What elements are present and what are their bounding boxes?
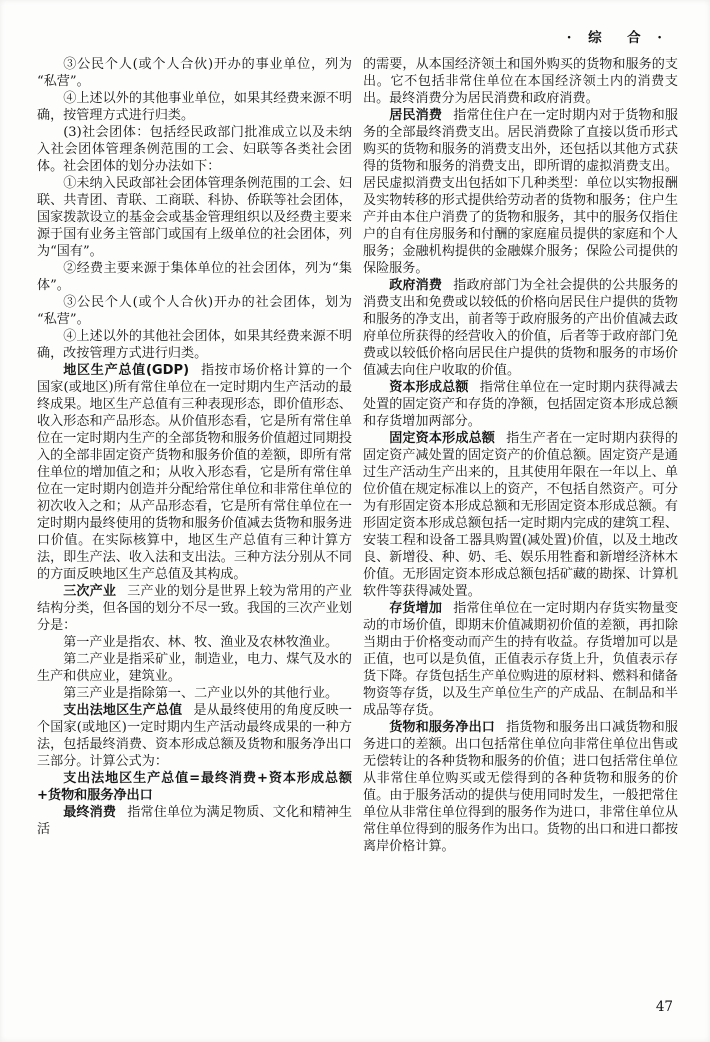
glossary-term-label: 存货增加 — [389, 601, 443, 616]
right-text-column — [363, 56, 678, 855]
glossary-term-label: 最终消费 — [63, 805, 117, 820]
glossary-term-label: 地区生产总值(GDP) — [63, 363, 190, 378]
glossary-entry-paragraph: 支出法地区生产总值 是从最终使用的角度反映一个国家(或地区)一定时期内生产活动最终成果的一种方法，包括最终消费、资本形成总额及货物和服务净出口三部分。计算公式为： — [37, 703, 353, 769]
glossary-entry-paragraph: 资本形成总额 指常住单位在一定时期内获得减去处置的固定资产和存货的净额，包括固定资本形成总额和存货增加两部分。 — [363, 380, 679, 429]
glossary-term-label: 三次产业 — [63, 584, 117, 599]
glossary-entry-paragraph: 三次产业 三产业的划分是世界上较为常用的产业结构分类，但各国的划分不尽一致。我国的三次产业划分是： — [37, 584, 353, 633]
glossary-term-label: 支出法地区生产总值 — [63, 703, 183, 718]
glossary-term-label: 货物和服务净出口 — [389, 720, 496, 735]
glossary-entry-paragraph: 货物和服务净出口 指货物和服务出口减货物和服务进口的差额。出口包括常住单位向非常住单位出售或无偿转让的各种货物和服务的价值；进口包括常住单位从非常住单位购买或无偿得到的各种货物和服务的价值。由于服务活动的提供与使用同时发生，一般把常住单位从非常住单位得到的服务作为进口，非常住单位从常住单位得到的服务作为出口。货物的出口和进口都按离岸价格计算。 — [363, 720, 679, 854]
body-paragraph: 支出法地区生产总值=最终消费+资本形成总额+货物和服务净出口 — [37, 771, 352, 803]
glossary-term-label: 居民消费 — [389, 108, 443, 123]
body-paragraph: ④上述以外的其他社会团体，如果其经费来源不明确，改按管理方式进行归类。 — [37, 329, 352, 361]
body-paragraph: ②经费主要来源于集体单位的社会团体，列为“集体”。 — [37, 261, 352, 293]
body-paragraph: 的需要，从本国经济领土和国外购买的货物和服务的支出。它不包括非常住单位在本国经济领土内的消费支出。最终消费分为居民消费和政府消费。 — [363, 57, 678, 106]
glossary-entry-paragraph: 居民消费 指常住住户在一定时期内对于货物和服务的全部最终消费支出。居民消费除了直接以货币形式购买的货物和服务的消费支出外，还包括以其他方式获得的货物和服务的消费支出，即所谓的虚拟消费支出。居民虚拟消费支出包括如下几种类型：单位以实物报酬及实物转移的形式提供给劳动者的货物和服务；住户生产并由本住户消费了的货物和服务，其中的服务仅指住户的自有住房服务和付酬的家庭雇员提供的家庭和个人服务；金融机构提供的金融媒介服务；保险公司提供的保险服务。 — [363, 108, 679, 276]
glossary-term-label: 政府消费 — [389, 278, 443, 293]
body-paragraph: ③公民个人(或个人合伙)开办的事业单位，列为“私营”。 — [37, 57, 352, 89]
body-paragraph: 第一产业是指农、林、牧、渔业及农林牧渔业。 — [63, 635, 339, 650]
glossary-entry-paragraph: 存货增加 指常住单位在一定时期内存货实物量变动的市场价值，即期末价值减期初价值的差额，再扣除当期由于价格变动而产生的持有收益。存货增加可以是正值，也可以是负值，正值表示存货上升，负值表示存货下降。存货包括生产单位购进的原材料、燃料和储备物资等存货，以及生产单位生产的产成品、在制品和半成品等存货。 — [363, 601, 679, 718]
section-running-head: · 综 合 · — [566, 30, 668, 46]
body-paragraph: 第三产业是指除第一、二产业以外的其他行业。 — [63, 686, 339, 701]
glossary-entry-paragraph: 政府消费 指政府部门为全社会提供的公共服务的消费支出和免费或以较低的价格向居民住户提供的货物和服务的净支出，前者等于政府服务的产出价值减去政府单位所获得的经营收入的价值，后者等于政府部门免费或以较低价格向居民住户提供的货物和服务的市场价值减去向住户收取的价值。 — [363, 278, 679, 378]
glossary-entry-paragraph: 最终消费 指常住单位为满足物质、文化和精神生活 — [37, 805, 353, 837]
glossary-term-label: 资本形成总额 — [389, 380, 469, 395]
body-paragraph: ④上述以外的其他事业单位，如果其经费来源不明确，按管理方式进行归类。 — [37, 91, 352, 123]
body-paragraph: ①未纳入民政部社会团体管理条例范围的工会、妇联、共青团、青联、工商联、科协、侨联等社会团体，国家拨款设立的基金会或基金管理组织以及经费主要来源于国有业务主管部门或国有上级单位的社会团体，列为“国有”。 — [37, 176, 352, 259]
glossary-entry-paragraph: 固定资本形成总额 指生产者在一定时期内获得的固定资产减处置的固定资产的价值总额。固定资产是通过生产活动生产出来的，且其使用年限在一年以上、单位价值在规定标准以上的资产，不包括自然资产。可分为有形固定资本形成总额和无形固定资本形成总额。有形固定资本形成总额包括一定时期内完成的建筑工程、安装工程和设备工器具购置(减处置)价值，以及土地改良、新增役、种、奶、毛、娱乐用牲畜和新增经济林木价值。无形固定资本形成总额包括矿藏的勘探、计算机软件等获得减处置。 — [363, 431, 679, 599]
body-paragraph: (3)社会团体：包括经民政部门批准成立以及未纳入社会团体管理条例范围的工会、妇联等各类社会团体。社会团体的划分办法如下： — [37, 125, 352, 174]
two-column-text-body — [37, 56, 678, 855]
glossary-term-label: 固定资本形成总额 — [389, 431, 496, 446]
body-paragraph: ③公民个人(或个人合伙)开办的社会团体，划为“私营”。 — [37, 295, 352, 327]
page-number: 47 — [655, 999, 673, 1015]
glossary-entry-paragraph: 地区生产总值(GDP) 指按市场价格计算的一个国家(或地区)所有常住单位在一定时期内生产活动的最终成果。地区生产总值有三种表现形态，即价值形态、收入形态和产品形态。从价值形态看，它是所有常住单位在一定时期内生产的全部货物和服务价值超过同期投入的全部非固定资产货物和服务价值的差额，即所有常住单位的增加值之和；从收入形态看，它是所有常住单位在一定时期内创造并分配给常住单位和非常住单位的初次收入之和；从产品形态看，它是所有常住单位在一定时期内最终使用的货物和服务价值减去货物和服务进口价值。在实际核算中，地区生产总值有三种计算方法，即生产法、收入法和支出法。三种方法分别从不同的方面反映地区生产总值及其构成。 — [37, 363, 353, 582]
left-text-column — [37, 56, 352, 855]
body-paragraph: 第二产业是指采矿业，制造业，电力、煤气及水的生产和供应业，建筑业。 — [37, 652, 352, 684]
